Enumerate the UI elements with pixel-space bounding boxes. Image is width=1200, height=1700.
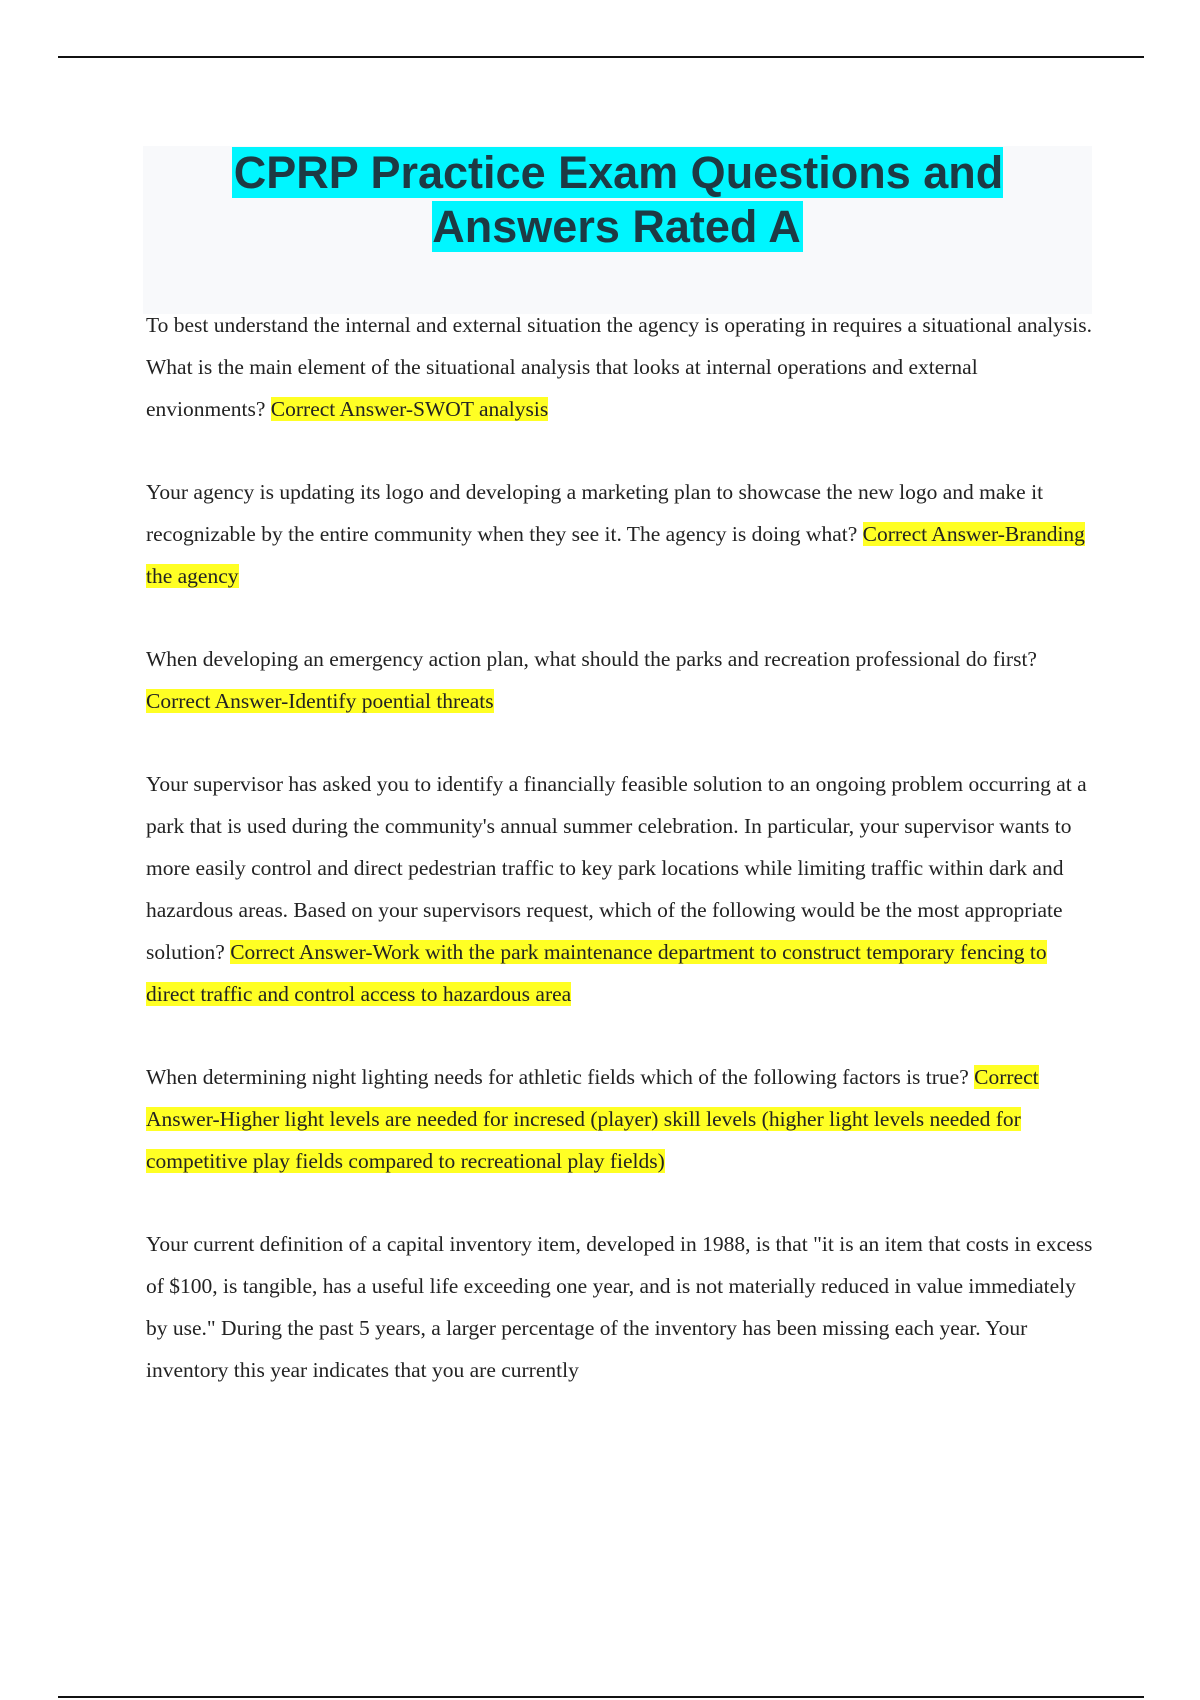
document-title-text: CPRP Practice Exam Questions and Answers Rated A (233, 147, 1004, 252)
bottom-rule (58, 1696, 1144, 1698)
question-text: Your supervisor has asked you to identify a financially feasible solution to an ongoing problem occurring at a park that is used during the community's annual summer celebration. In particular, your supervisor wants to more easily control and direct pedestrian traffic to key park locations while limiting traffic within dark and hazardous areas. Based on your supervisors request, which of the following would be the most appropriate solution? (146, 772, 1087, 964)
question-text: Your current definition of a capital inventory item, developed in 1988, is that "it is an item that costs in excess of $100, is tangible, has a useful life exceeding one year, and is not materially reduced in value immediately by use." During the past 5 years, a larger percentage of the inventory has been missing each year. Your inventory this year indicates that you are currently (146, 1232, 1093, 1382)
qa-item-5 (146, 1056, 1096, 1182)
answer-text: Correct Answer-SWOT analysis (270, 397, 549, 421)
answer-text: Correct Answer-Work with the park maintenance department to construct temporary fencing to direct traffic and control access to hazardous area (146, 940, 1047, 1006)
answer-text: Correct Answer-Branding the agency (146, 522, 1085, 588)
question-text: When developing an emergency action plan, what should the parks and recreation professional do first? (146, 647, 1037, 671)
qa-item-6 (146, 1223, 1096, 1391)
qa-item-1 (146, 304, 1096, 430)
top-rule (58, 56, 1144, 58)
answer-text: Correct Answer-Higher light levels are needed for incresed (player) skill levels (higher light levels needed for competitive play fields compared to recreational play fields) (146, 1065, 1039, 1173)
qa-list (146, 304, 1096, 1432)
qa-item-4 (146, 763, 1096, 1015)
qa-item-2 (146, 471, 1096, 597)
answer-text: Correct Answer-Identify poential threats (146, 689, 494, 713)
question-text: When determining night lighting needs for athletic fields which of the following factors is true? (146, 1065, 969, 1089)
document-title (143, 146, 1092, 254)
question-text: Your agency is updating its logo and developing a marketing plan to showcase the new logo and make it recognizable by the entire community when they see it. The agency is doing what? (146, 480, 1044, 546)
qa-item-3 (146, 638, 1096, 722)
question-text: To best understand the internal and external situation the agency is operating in requires a situational analysis. What is the main element of the situational analysis that looks at internal operations and external envionments? (146, 313, 1093, 421)
